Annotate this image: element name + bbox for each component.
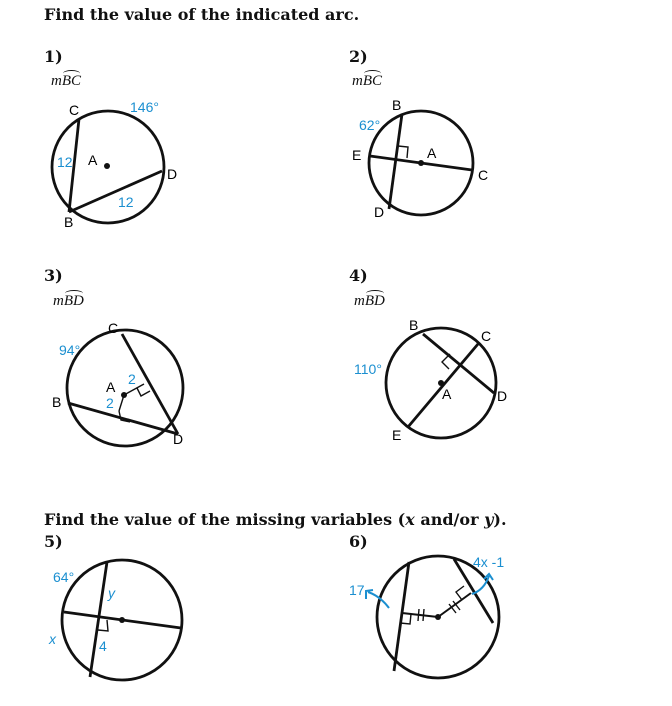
point-label: D — [497, 388, 508, 404]
point-label: B — [392, 97, 402, 113]
point-label: A — [88, 152, 98, 168]
point-label: B — [52, 394, 62, 410]
chord-left — [394, 562, 409, 671]
section-heading-arcs: Find the value of the indicated arc. — [44, 5, 360, 24]
arc-name: BC — [362, 73, 383, 89]
arc-measure-label: mBC — [51, 73, 82, 89]
point-label: D — [173, 431, 184, 447]
point-label: D — [374, 204, 385, 220]
problem-number: 4) — [349, 266, 368, 285]
distance-value: 2 — [128, 371, 136, 387]
arc-name: BD — [364, 293, 385, 309]
distance-segment — [438, 593, 471, 617]
problem-number: 5) — [44, 532, 63, 551]
point-label: B — [409, 317, 419, 333]
point-label: B — [64, 214, 74, 230]
problem-number: 2) — [349, 47, 368, 66]
problem-number: 6) — [349, 532, 368, 551]
congruent-tick — [418, 609, 419, 621]
expression-label: 4x -1 — [473, 554, 505, 570]
variable-label: y — [108, 585, 115, 601]
arc-measure: 110° — [354, 361, 382, 377]
arc-measure: 94° — [59, 342, 81, 358]
arc-name: BC — [61, 73, 82, 89]
chord-length: 12 — [57, 154, 73, 170]
point-label: A — [106, 379, 116, 395]
arc-measure: 64° — [53, 569, 75, 585]
point-label: A — [427, 145, 437, 161]
point-label: C — [478, 167, 489, 183]
distance-segment — [402, 613, 438, 617]
point-label: C — [69, 102, 80, 118]
arc-measure-label: mBC — [352, 73, 383, 89]
point-label: A — [442, 386, 452, 402]
center-point — [435, 614, 441, 620]
segment-length: 4 — [99, 638, 107, 654]
congruent-tick — [423, 609, 424, 621]
problem-number: 3) — [44, 266, 63, 285]
variable-label: x — [49, 631, 56, 647]
arc-measure: 146° — [130, 99, 159, 115]
arc-measure: 17 — [349, 582, 365, 598]
problem-number: 1) — [44, 47, 63, 66]
point-label: D — [167, 166, 178, 182]
arc-name: BD — [63, 293, 84, 309]
point-label: E — [392, 427, 402, 443]
arc-measure: 62° — [359, 117, 381, 133]
chord-length: 12 — [118, 194, 134, 210]
point-label: E — [352, 147, 362, 163]
point-label: C — [108, 320, 119, 336]
arc-measure-label: mBD — [354, 293, 385, 309]
point-label: C — [481, 328, 492, 344]
arc-measure-label: mBD — [53, 293, 84, 309]
section-heading-variables: Find the value of the missing variables (x and/or y). — [44, 510, 507, 529]
distance-value: 2 — [106, 395, 114, 411]
